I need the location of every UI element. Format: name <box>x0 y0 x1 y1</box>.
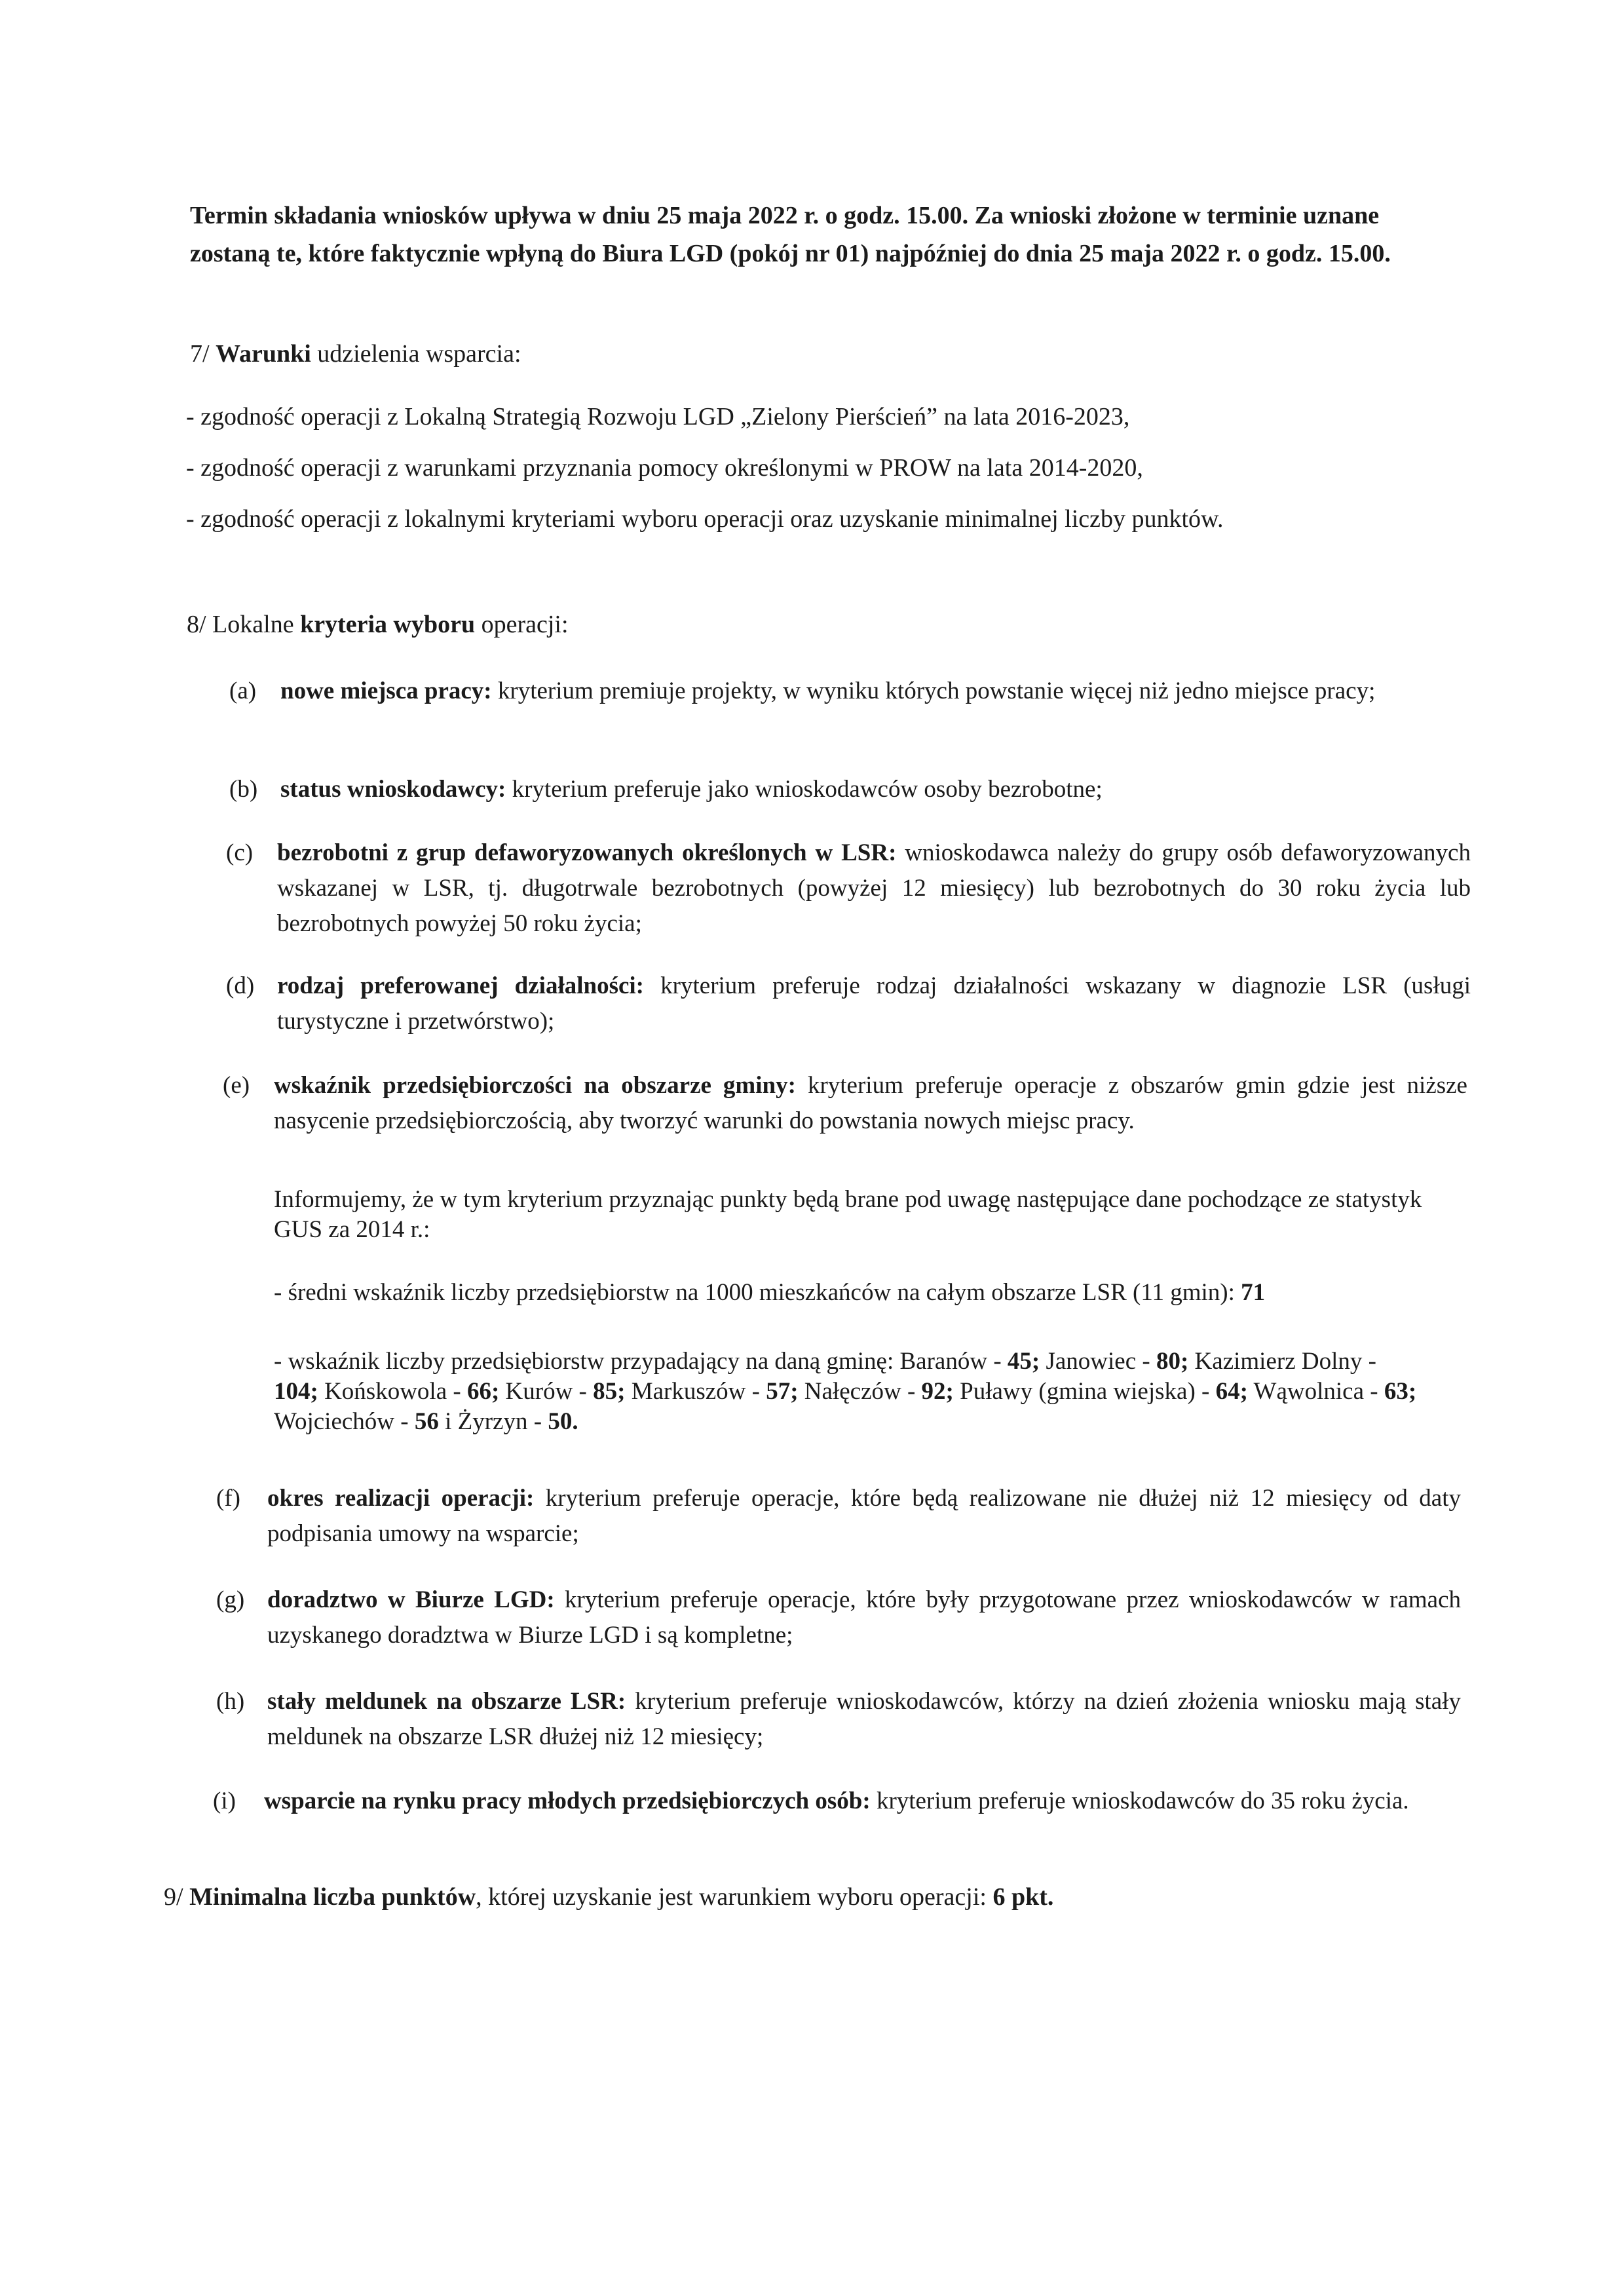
municipality-item: Puławy (gmina wiejska) - 64 <box>960 1378 1240 1405</box>
criterion-item <box>223 1068 1467 1139</box>
section-9-bold: Minimalna liczba punktów <box>189 1883 476 1911</box>
criterion-text: kryterium preferuje wnioskodawców do 35 roku życia. <box>876 1788 1409 1814</box>
criterion-title: stały meldunek na obszarze LSR: <box>267 1688 626 1715</box>
municipality-item: Wojciechów - 56 <box>274 1408 439 1435</box>
criterion-label: (f) <box>216 1485 240 1512</box>
section-8-heading <box>187 608 569 641</box>
section-9-rest: , której uzyskanie jest warunkiem wyboru operacji: <box>476 1883 987 1911</box>
section-8-rest: operacji: <box>481 611 569 638</box>
municipality-item: Kazimierz Dolny - 104 <box>274 1348 1376 1405</box>
municipality-list: Baranów - 45; Janowiec - 80; Kazimierz Dolny - 104; Końskowola - 66; Kurów - 85; Markuszów - 57; Nałęczów - 92; Puławy (gmina wiejska) - 64; Wąwolnica - 63; Wojciechów - 56 i Żyrzyn - 50. <box>274 1348 1417 1435</box>
criterion-title: doradztwo w Biurze LGD: <box>267 1586 555 1613</box>
municipality-value: 45 <box>1007 1348 1032 1375</box>
criterion-text: kryterium preferuje operacje, które będą realizowane nie dłużej niż 12 miesięcy od daty podpisania umowy na wsparcie; <box>267 1485 1461 1547</box>
criterion-text: kryterium preferuje jako wnioskodawców osoby bezrobotne; <box>512 776 1103 803</box>
criterion-title: nowe miejsca pracy: <box>280 678 492 704</box>
section-7-heading <box>190 337 521 370</box>
criterion-text: kryterium preferuje operacje z obszarów gmin gdzie jest niższe nasycenie przedsiębiorczością, aby tworzyć warunki do powstania nowych miejsc pracy. <box>274 1072 1467 1134</box>
criterion-title: rodzaj preferowanej działalności: <box>277 972 645 999</box>
criterion-text: kryterium preferuje rodzaj działalności wskazany w diagnozie LSR (usługi turystyczne i przetwórstwo); <box>277 972 1471 1035</box>
criterion-item <box>229 772 1474 807</box>
municipality-name: Markuszów <box>631 1378 746 1405</box>
criterion-item <box>216 1481 1461 1552</box>
municipality-item: Kurów - 85 <box>505 1378 618 1405</box>
criterion-text: kryterium preferuje operacje, które były przygotowane przez wnioskodawców w ramach uzyskanego doradztwa w Biurze LGD i są kompletne; <box>267 1586 1461 1649</box>
criterion-title: status wnioskodawcy: <box>280 776 506 803</box>
municipality-item: Janowiec - 80 <box>1046 1348 1180 1375</box>
gus-info-paragraph: Informujemy, że w tym kryterium przyznając punkty będą brane pod uwagę następujące dane pochodzące ze statystyk GUS za 2014 r.: <box>274 1186 1422 1243</box>
municipality-list-intro: - wskaźnik liczby przedsiębiorstw przypadający na daną gminę: <box>274 1348 894 1375</box>
support-condition: - zgodność operacji z Lokalną Strategią Rozwoju LGD „Zielony Pierścień” na lata 2016-2023, <box>186 403 1130 430</box>
municipality-name: Puławy (gmina wiejska) <box>960 1378 1196 1405</box>
municipality-item: Baranów - 45 <box>899 1348 1032 1375</box>
municipality-value: 57 <box>766 1378 791 1405</box>
municipality-value: 85 <box>593 1378 618 1405</box>
criterion-item <box>226 968 1471 1039</box>
municipality-name: Kazimierz Dolny <box>1194 1348 1363 1375</box>
submission-deadline-paragraph: Termin składania wniosków upływa w dniu 25 maja 2022 r. o godz. 15.00. Za wnioski złożone w terminie uznane zostaną te, które faktycznie wpłyną do Biura LGD (pokój nr 01) najpóźniej do dnia 25 maja 2022 r. o godz. 15.00. <box>190 202 1391 267</box>
criterion-item <box>229 674 1474 709</box>
criterion-item <box>216 1684 1461 1755</box>
section-8-bold: kryteria wyboru <box>300 611 476 638</box>
municipality-name: Żyrzyn <box>457 1408 528 1435</box>
criterion-text: wnioskodawca należy do grupy osób defaworyzowanych wskazanej w LSR, tj. długotrwale bezrobotnych (powyżej 12 miesięcy) lub bezrobotnych do 30 roku życia lub bezrobotnych powyżej 50 roku życia; <box>277 839 1471 937</box>
average-indicator-line <box>274 1278 1427 1308</box>
municipality-value: 64 <box>1215 1378 1240 1405</box>
municipality-name: Baranów <box>899 1348 988 1375</box>
municipality-name: Końskowola <box>324 1378 447 1405</box>
criterion-label: (b) <box>229 776 258 803</box>
municipality-name: Nałęczów <box>804 1378 901 1405</box>
criterion-label: (g) <box>216 1586 245 1613</box>
average-indicator-text: - średni wskaźnik liczby przedsiębiorstw na 1000 mieszkańców na całym obszarze LSR (11 gmin): <box>274 1279 1235 1306</box>
municipality-indicators <box>274 1347 1427 1437</box>
section-7-bold: Warunki <box>216 340 311 368</box>
criterion-label: (c) <box>226 839 254 866</box>
criterion-label: (h) <box>216 1688 245 1715</box>
section-9-minimum-points <box>164 1881 1053 1913</box>
section-8-number: 8/ Lokalne <box>187 611 294 638</box>
criterion-item <box>213 1784 1458 1819</box>
support-condition: - zgodność operacji z lokalnymi kryteriami wyboru operacji oraz uzyskanie minimalnej liczby punktów. <box>186 505 1224 533</box>
criterion-text: kryterium premiuje projekty, w wyniku których powstanie więcej niż jedno miejsce pracy; <box>497 678 1376 704</box>
municipality-name: Wojciechów <box>274 1408 395 1435</box>
criterion-title: okres realizacji operacji: <box>267 1485 535 1512</box>
section-7-rest: udzielenia wsparcia: <box>317 340 521 368</box>
municipality-item: Markuszów - 57 <box>631 1378 791 1405</box>
municipality-name: Kurów <box>505 1378 573 1405</box>
municipality-value: 92 <box>921 1378 946 1405</box>
criterion-item <box>226 835 1471 942</box>
criterion-title: bezrobotni z grup defaworyzowanych określonych w LSR: <box>277 839 897 866</box>
municipality-value: 80 <box>1156 1348 1180 1375</box>
municipality-name: Janowiec <box>1046 1348 1137 1375</box>
municipality-value: 66 <box>466 1378 491 1405</box>
municipality-value: 104 <box>274 1378 311 1405</box>
criterion-text: kryterium preferuje wnioskodawców, którzy na dzień złożenia wniosku mają stały meldunek na obszarze LSR dłużej niż 12 miesięcy; <box>267 1688 1461 1750</box>
support-condition: - zgodność operacji z warunkami przyznania pomocy określonymi w PROW na lata 2014-2020, <box>186 454 1143 482</box>
criterion-label: (i) <box>213 1788 236 1814</box>
municipality-value: 63 <box>1384 1378 1408 1405</box>
section-7-number: 7/ <box>190 340 210 368</box>
criterion-label: (e) <box>223 1072 250 1099</box>
section-9-value: 6 pkt. <box>992 1883 1054 1911</box>
municipality-item: Wąwolnica - 63 <box>1253 1378 1408 1405</box>
criterion-label: (a) <box>229 678 257 704</box>
section-9-number: 9/ <box>164 1883 183 1911</box>
criterion-item <box>216 1582 1461 1653</box>
municipality-name: Wąwolnica <box>1253 1378 1365 1405</box>
criterion-title: wsparcie na rynku pracy młodych przedsiębiorczych osób: <box>264 1788 871 1814</box>
municipality-value: 56 <box>414 1408 439 1435</box>
municipality-item: Nałęczów - 92 <box>804 1378 946 1405</box>
criterion-label: (d) <box>226 972 255 999</box>
criterion-title: wskaźnik przedsiębiorczości na obszarze gminy: <box>274 1072 796 1099</box>
municipality-item: Żyrzyn - 50 <box>457 1408 573 1435</box>
average-indicator-value: 71 <box>1241 1279 1266 1306</box>
municipality-item: Końskowola - 66 <box>324 1378 491 1405</box>
municipality-value: 50 <box>548 1408 573 1435</box>
